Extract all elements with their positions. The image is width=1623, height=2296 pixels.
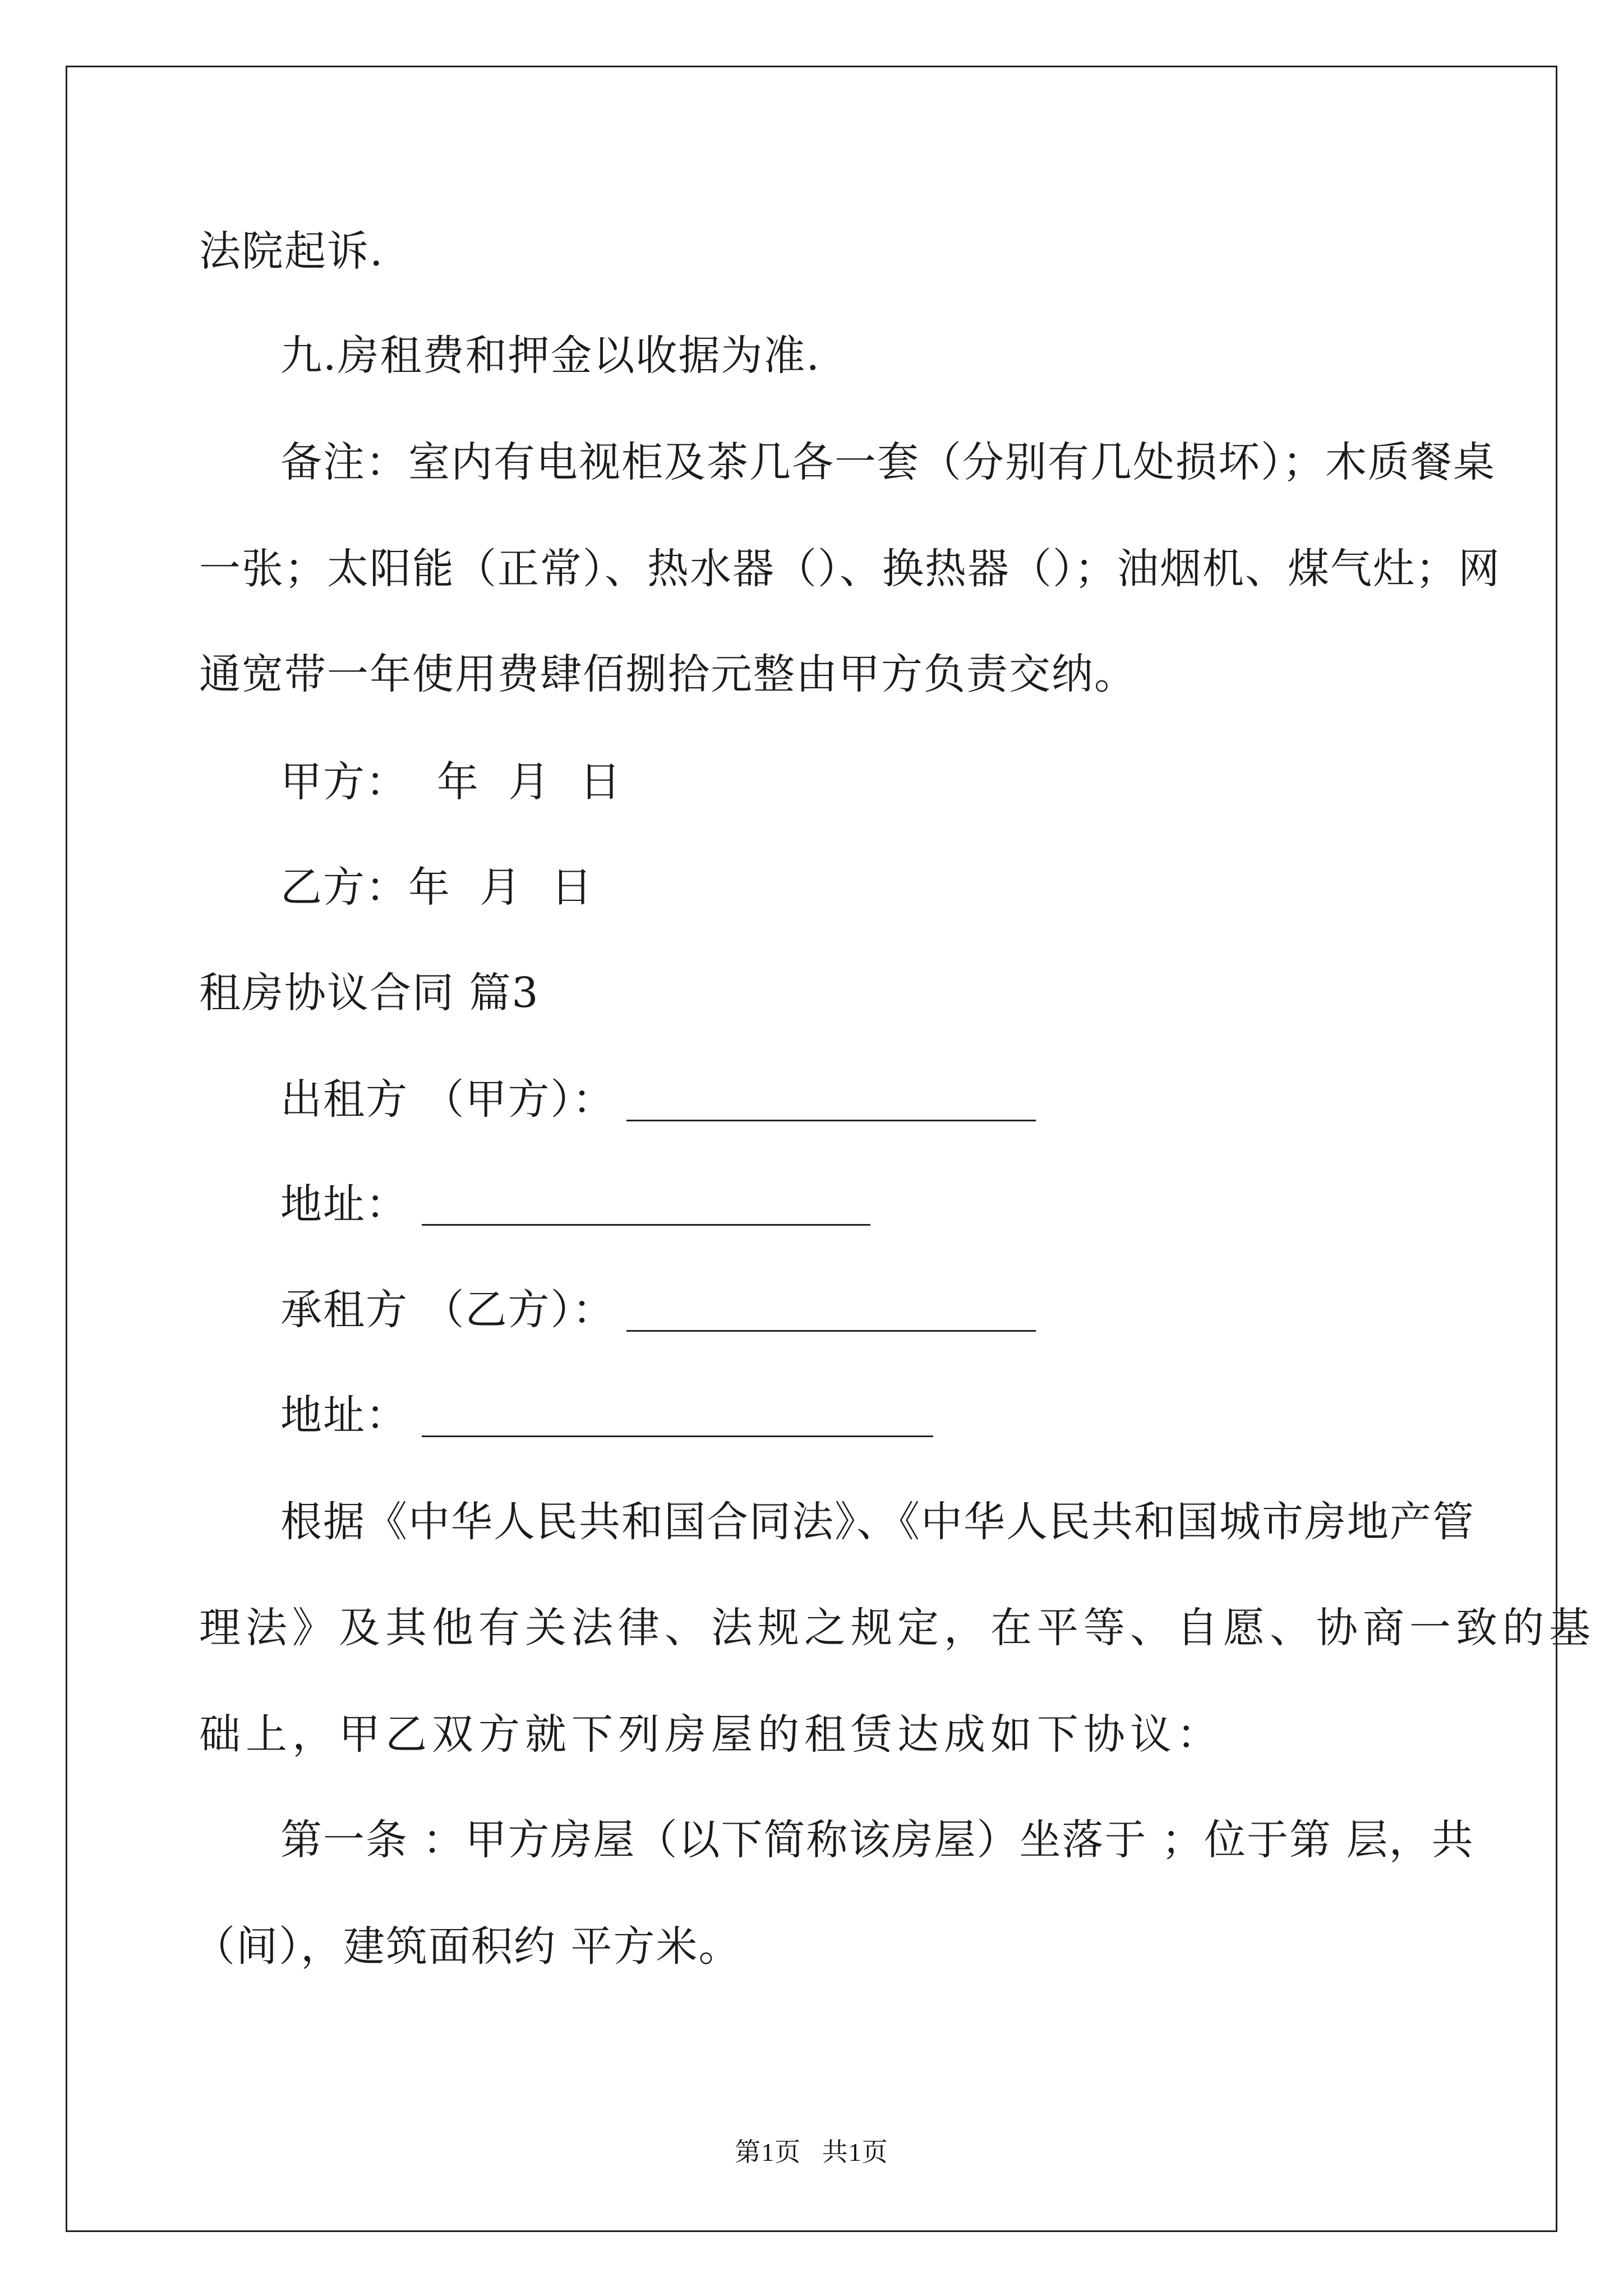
text-line-1: 法院起诉. [199,227,384,275]
section-heading: 租房协议合同 篇3 [199,969,540,1017]
lessor-address-label: 地址： [280,1180,408,1228]
text-line-7: 乙方：年 月 日 [280,863,594,912]
page-border [66,66,1557,2232]
lessee-label: 承租方 （乙方）： [280,1286,615,1334]
text-line-2: 九.房租费和押金以收据为准. [280,332,821,380]
lessor-label: 出租方 （甲方）： [280,1075,615,1124]
lessee-address-blank [422,1435,933,1437]
text-line-6: 甲方： 年 月 日 [280,758,623,806]
text-line-16: 第一条 ：甲方房屋（以下简称该房屋）坐落于 ；位于第 层，共 [280,1816,1474,1864]
text-line-4: 一张；太阳能（正常）、热水器（）、换热器（）；油烟机、煤气灶；网 [199,545,1501,593]
text-line-3: 备注：室内有电视柜及茶几各一套（分别有几处损坏）；木质餐桌 [280,438,1496,486]
text-line-15: 础上，甲乙双方就下列房屋的租赁达成如下协议： [199,1710,1223,1759]
lessee-address-label: 地址： [280,1391,408,1439]
lessee-blank [626,1330,1036,1332]
text-line-14: 理法》及其他有关法律、法规之规定，在平等、自愿、协商一致的基 [199,1604,1596,1652]
text-line-13: 根据《中华人民共和国合同法》、《中华人民共和国城市房地产管 [280,1498,1475,1546]
text-line-17: （间），建筑面积约 平方米。 [193,1922,741,1971]
lessor-blank [626,1120,1036,1121]
text-line-5: 通宽带一年使用费肆佰捌拾元整由甲方负责交纳。 [199,650,1137,698]
lessor-address-blank [422,1224,870,1226]
page-footer: 第1页 共1页 [735,2138,888,2166]
